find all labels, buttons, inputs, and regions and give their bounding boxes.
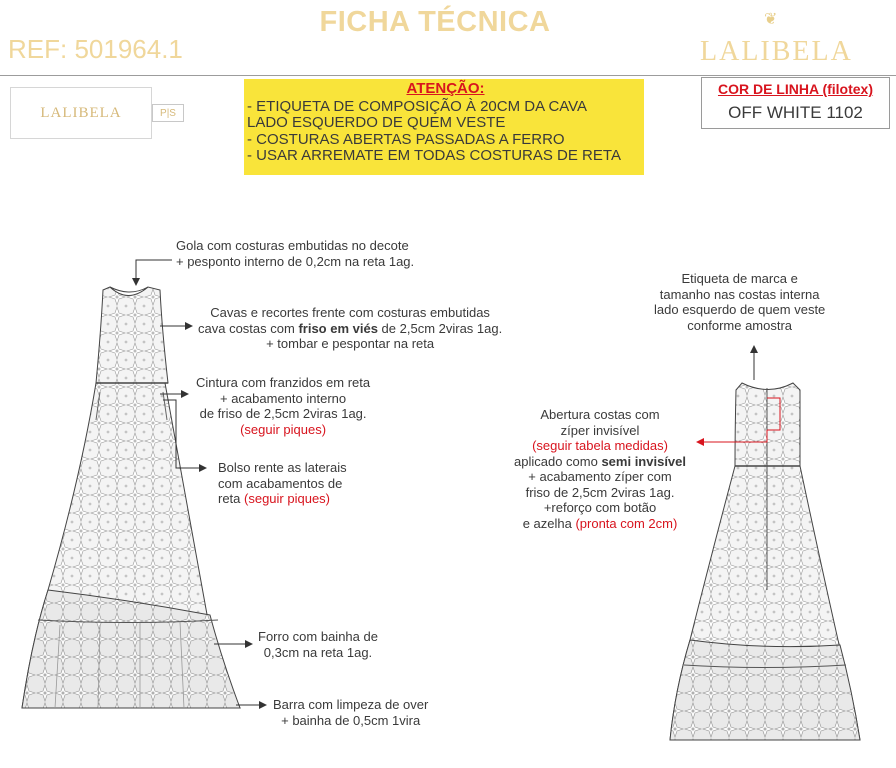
note-abertura-line: friso de 2,5cm 2viras 1ag. [525, 484, 675, 500]
note-bolso-line: com acabamentos de [218, 475, 343, 491]
size-label-tag: P|S [152, 104, 184, 122]
note-cavas-line: + tombar e pespontar na reta [266, 336, 435, 351]
note-abertura-line: zíper invisível [560, 422, 640, 438]
note-abertura-red: (seguir tabela medidas) [532, 438, 668, 453]
page-title: FICHA TÉCNICA [319, 6, 551, 38]
note-etiqueta [654, 271, 825, 333]
note-cavas [198, 305, 502, 352]
note-barra-line: + bainha de 0,5cm 1vira [281, 712, 421, 728]
attention-line: LADO ESQUERDO DE QUEM VESTE [247, 114, 506, 131]
note-cintura-red: (seguir piques) [240, 421, 327, 437]
note-cintura-line: de friso de 2,5cm 2viras 1ag. [199, 406, 367, 421]
attention-title: ATENÇÃO: [406, 80, 485, 97]
note-etiqueta-line: lado esquerdo de quem veste [654, 302, 826, 317]
note-bolso-red: (seguir piques) [244, 491, 331, 506]
note-etiqueta-line: tamanho nas costas interna [659, 286, 820, 302]
note-barra [273, 697, 428, 728]
bee-logo-icon: ❦ [764, 11, 778, 28]
brand-logo: LALIBELA [700, 36, 853, 67]
note-bolso [218, 460, 347, 507]
brand-label-tag: LALIBELA [10, 87, 152, 139]
note-abertura-line [514, 516, 686, 532]
note-cintura-line: + acabamento interno [220, 390, 347, 406]
note-bolso-line [218, 491, 347, 507]
note-abertura-bold: semi invisível [601, 453, 687, 469]
note-cavas-text: de 2,5cm 2viras 1ag. [377, 320, 503, 336]
note-gola [176, 238, 414, 269]
note-abertura [514, 407, 686, 531]
note-cintura [196, 375, 370, 437]
note-barra-line: Barra com limpeza de over [273, 697, 429, 712]
attention-line: - COSTURAS ABERTAS PASSADAS A FERRO [247, 130, 565, 148]
note-gola-line: + pesponto interno de 0,2cm na reta 1ag. [176, 253, 415, 269]
note-bolso-line: Bolso rente as laterais [218, 460, 347, 475]
note-abertura-line: +reforço com botão [543, 500, 657, 515]
back-dress-drawing [670, 383, 860, 740]
reference-code: REF: 501964.1 [8, 34, 183, 64]
note-abertura-text: e azelha [522, 515, 576, 531]
note-cavas-line: Cavas e recortes frente com costuras embutidas [210, 305, 490, 320]
note-abertura-line [514, 454, 686, 470]
note-cintura-line: Cintura com franzidos em reta [196, 375, 371, 390]
note-abertura-text: aplicado como [514, 453, 602, 469]
note-etiqueta-line: conforme amostra [687, 317, 793, 333]
note-cavas-line [198, 321, 502, 337]
attention-line: - ETIQUETA DE COMPOSIÇÃO À 20CM DA CAVA [247, 97, 588, 115]
note-abertura-line: Abertura costas com [540, 407, 660, 422]
note-forro [258, 629, 378, 660]
attention-line: - USAR ARREMATE EM TODAS COSTURAS DE RETA [247, 147, 621, 164]
thread-color-title: COR DE LINHA (filotex) [717, 81, 874, 97]
note-cavas-bold: friso em viés [298, 320, 378, 336]
note-bolso-text: reta [218, 491, 245, 506]
note-forro-line: Forro com bainha de [258, 629, 378, 644]
note-abertura-red: (pronta com 2cm) [575, 515, 678, 531]
note-abertura-line: + acabamento zíper com [528, 469, 672, 484]
thread-color-value: OFF WHITE 1102 [728, 103, 863, 122]
note-forro-line: 0,3cm na reta 1ag. [263, 644, 373, 660]
note-etiqueta-line: Etiqueta de marca e [681, 271, 798, 286]
note-gola-line: Gola com costuras embutidas no decote [176, 238, 409, 253]
note-cavas-text: cava costas com [198, 320, 299, 336]
